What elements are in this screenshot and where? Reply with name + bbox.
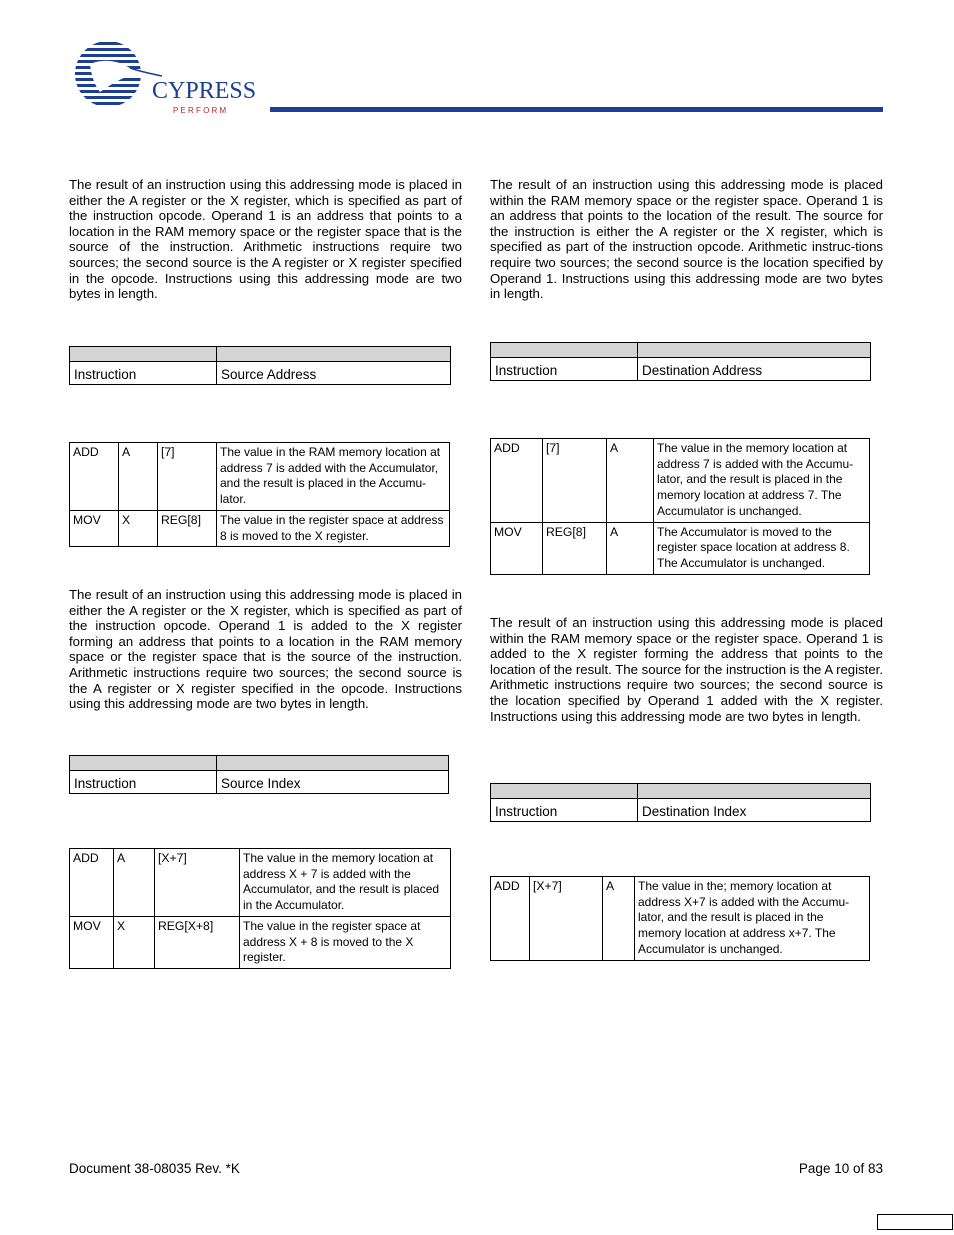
destination-direct-format-table <box>490 342 871 381</box>
source-direct-format-table <box>69 346 451 385</box>
source-direct-paragraph: The result of an instruction using this addressing mode is placed in either the A register or the X register, which is specified as part of the instruction opcode. Operand 1 is an address that points to a location in the RAM memory space or the register space that is the source of the instruction. Arithmetic instructions require two sources; the second source is the A register or X register specified in the opcode. Instructions using this addressing mode are two bytes in length. <box>69 177 462 302</box>
destination-direct-paragraph: The result of an instruction using this addressing mode is placed within the RAM memory space or the register space. Operand 1 is an address that points to the location of the result. The source for the instruction is either the A register or the X register, which is specified as part of the instruction opcode. Arithmetic instruc-tions require two sources; the second source is the location specified by Operand 1. Instructions using this addressing mode are two bytes in length. <box>490 177 883 302</box>
source-direct-examples-table <box>69 442 450 547</box>
table-row: ADD [X+7] A The value in the; memory location at address X+7 is added with the Accumu-lator, and the result is placed in the memory location at address x+7. The Accumulator is unchanged. <box>491 877 870 961</box>
page-number: Page 10 of 83 <box>798 1161 883 1176</box>
format-instruction-cell: Instruction <box>70 771 217 794</box>
cypress-logo <box>70 42 255 120</box>
footer-box <box>877 1214 953 1230</box>
source-indexed-examples-table <box>69 848 451 969</box>
source-indexed-format-table <box>69 755 449 794</box>
svg-text:CYPRESS: CYPRESS <box>152 78 255 104</box>
format-instruction-cell: Instruction <box>491 358 638 381</box>
table-row: MOV REG[8] A The Accumulator is moved to the register space location at address 8. The Accumulator is unchanged. <box>491 522 870 574</box>
destination-indexed-paragraph: The result of an instruction using this addressing mode is placed within the RAM memory space or the register space. Operand 1 is added to the X register forming the address that points to the location of the result. The source for the instruction is the A register. Arithmetic instructions require two sources; the second source is the location specified by Operand 1 added with the X register. Instructions using this addressing mode are two bytes in length. <box>490 615 883 724</box>
format-operand-cell: Source Address <box>217 362 451 385</box>
destination-indexed-examples-table <box>490 876 870 961</box>
source-indexed-paragraph: The result of an instruction using this addressing mode is placed in either the A register or the X register, which is specified as part of the instruction opcode. Operand 1 is added to the X register forming an address that points to a location in the RAM memory space or the register space that is the source of the instruction. Arithmetic instructions require two sources; the second source is the A register or X register specified in the opcode. Instructions using this addressing mode are two bytes in length. <box>69 587 462 712</box>
table-row: ADD [7] A The value in the memory location at address 7 is added with the Accumu-lator, and the result is placed in the memory location at address 7. The Accumulator is unchanged. <box>491 439 870 523</box>
svg-text:P E R F O R M: P E R F O R M <box>173 106 227 115</box>
header-rule <box>270 107 883 112</box>
format-operand-cell: Destination Index <box>638 799 871 822</box>
destination-indexed-format-table <box>490 783 871 822</box>
table-row: MOV X REG[8] The value in the register space at address 8 is moved to the X register. <box>70 510 450 546</box>
document-number: Document 38-08035 Rev. *K <box>69 1161 240 1176</box>
format-operand-cell: Destination Address <box>638 358 871 381</box>
format-instruction-cell: Instruction <box>491 799 638 822</box>
table-row: ADD A [X+7] The value in the memory location at address X + 7 is added with the Accumulator, and the result is placed in the Accumulator. <box>70 849 451 917</box>
table-row: MOV X REG[X+8] The value in the register space at address X + 8 is moved to the X register. <box>70 917 451 969</box>
destination-direct-examples-table <box>490 438 870 575</box>
table-row: ADD A [7] The value in the RAM memory location at address 7 is added with the Accumulator, and the result is placed in the Accumu-lator. <box>70 443 450 511</box>
format-instruction-cell: Instruction <box>70 362 217 385</box>
format-operand-cell: Source Index <box>217 771 449 794</box>
cypress-globe-icon <box>70 42 255 120</box>
